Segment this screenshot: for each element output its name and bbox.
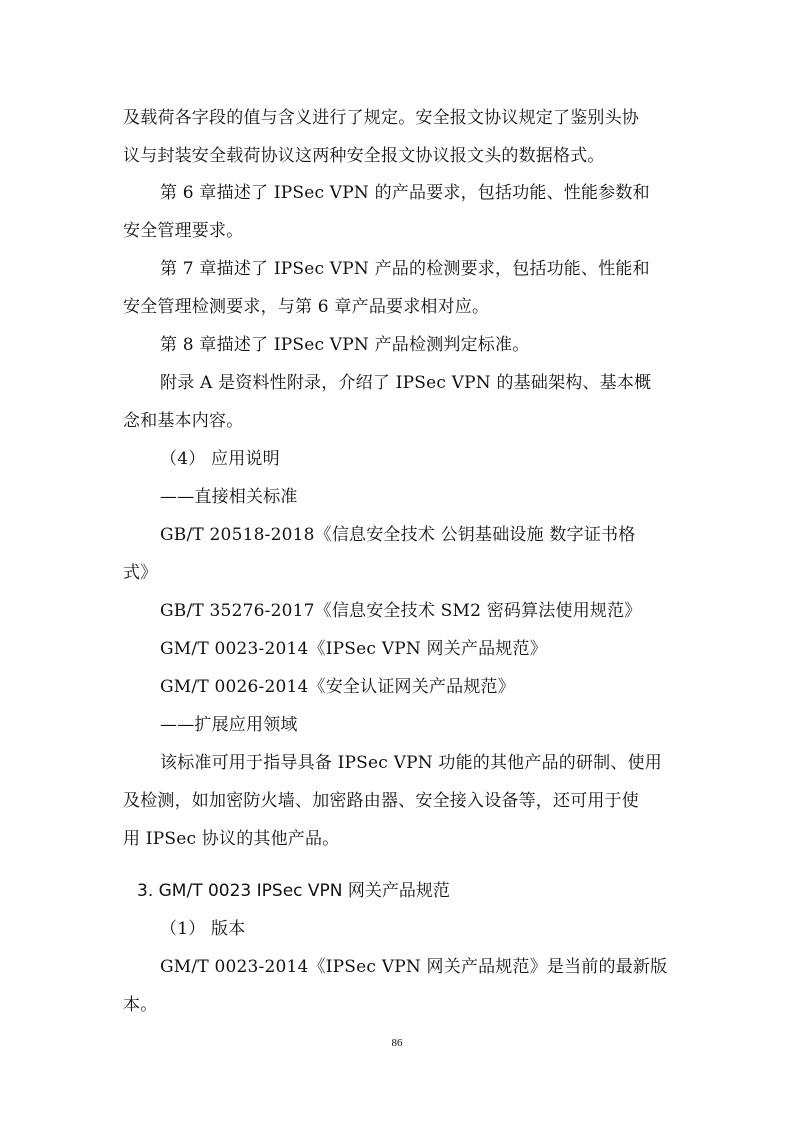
subsection-label: （4） 应用说明: [160, 449, 280, 469]
body-text-line: 念和基本内容。: [123, 411, 244, 431]
body-text-line: 本。: [123, 995, 158, 1015]
body-text-line: 及检测，如加密防火墙、加密路由器、安全接入设备等，还可用于使: [123, 791, 639, 811]
page-number: 86: [391, 1037, 403, 1049]
body-text-line: 用 IPSec 协议的其他产品。: [123, 829, 340, 849]
standard-reference: GB/T 35276-2017《信息安全技术 SM2 密码算法使用规范》: [160, 601, 642, 621]
subsection-label: （1） 版本: [160, 919, 246, 939]
body-text-line: 第 7 章描述了 IPSec VPN 产品的检测要求，包括功能、性能和: [160, 259, 650, 279]
body-text-line: 安全管理要求。: [123, 221, 244, 241]
body-text-line: 安全管理检测要求，与第 6 章产品要求相对应。: [123, 297, 490, 317]
body-text-line: 第 8 章描述了 IPSec VPN 产品检测判定标准。: [160, 335, 530, 355]
body-text-line: 附录 A 是资料性附录，介绍了 IPSec VPN 的基础架构、基本概: [160, 373, 652, 393]
body-text-line: 该标准可用于指导具备 IPSec VPN 功能的其他产品的研制、使用: [160, 753, 662, 773]
standard-reference-continuation: 式》: [123, 563, 158, 583]
body-text-line: 第 6 章描述了 IPSec VPN 的产品要求，包括功能、性能参数和: [160, 183, 650, 203]
list-heading: ——扩展应用领域: [160, 715, 298, 735]
section-heading: 3. GM/T 0023 IPSec VPN 网关产品规范: [137, 881, 450, 901]
list-heading: ——直接相关标准: [160, 487, 298, 507]
standard-reference: GM/T 0026-2014《安全认证网关产品规范》: [160, 677, 515, 697]
standard-reference: GB/T 20518-2018《信息安全技术 公钥基础设施 数字证书格: [160, 525, 636, 545]
body-text-line: 及载荷各字段的值与含义进行了规定。安全报文协议规定了鉴别头协: [123, 108, 639, 128]
body-text-line: 议与封装安全载荷协议这两种安全报文协议报文头的数据格式。: [123, 146, 605, 166]
standard-reference: GM/T 0023-2014《IPSec VPN 网关产品规范》: [160, 639, 547, 659]
body-text-line: GM/T 0023-2014《IPSec VPN 网关产品规范》是当前的最新版: [160, 957, 668, 977]
